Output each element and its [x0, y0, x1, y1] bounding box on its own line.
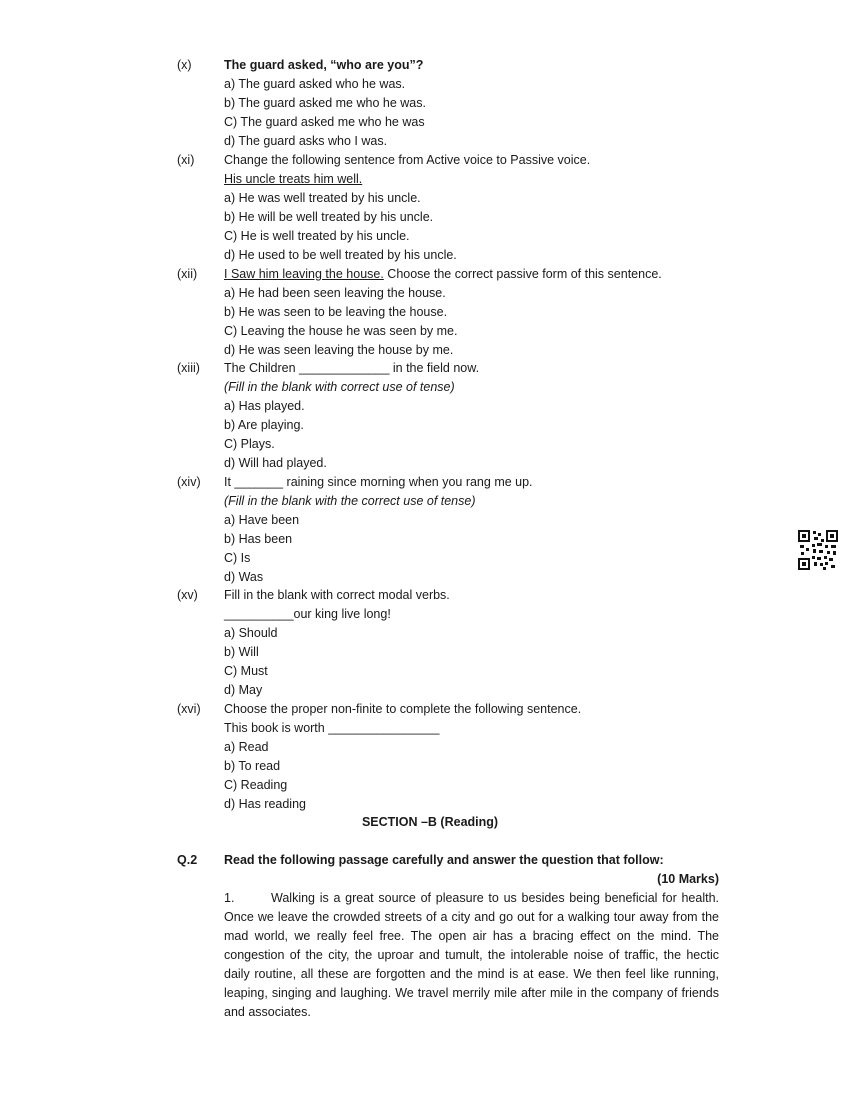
option-b: b) Will [224, 645, 259, 659]
option-d: d) Has reading [224, 797, 306, 811]
option-c: C) Plays. [224, 437, 275, 451]
option-a: a) Has played. [224, 399, 305, 413]
qr-code-icon [798, 530, 838, 570]
question-number: (x) [177, 58, 192, 72]
option-b: b) To read [224, 759, 281, 773]
question-number: (xv) [177, 588, 198, 602]
option-b: b) The guard asked me who he was. [224, 96, 426, 110]
paragraph-number: 1. [224, 891, 235, 905]
question-instruction: Choose the correct passive form of this sentence. [383, 267, 662, 281]
question-stem: Fill in the blank with correct modal verbs. [224, 588, 450, 602]
question-stem: Change the following sentence from Active voice to Passive voice. [224, 153, 591, 167]
option-a: a) Read [224, 740, 269, 754]
question-stem [224, 265, 719, 284]
question-sentence: __________our king live long! [224, 607, 391, 621]
question-number: (xiv) [177, 475, 201, 489]
passage-text: Walking is a great source of pleasure to us besides being beneficial for health. Once we leave the crowded streets of a city and go out for a walking tour away from the mad world, we really feel free. The open air has a bracing effect on the mind. The congestion of the city, the uproar and tumult, the intolerable noise of traffic, the hectic daily routine, all these are forgotten and the mind is at ease. We then feel like running, leaping, singing and laughing. We travel merrily mile after mile in the company of friends and associates. [224, 891, 719, 1019]
marks-label: (10 Marks) [657, 872, 719, 886]
option-b: b) Are playing. [224, 418, 304, 432]
question-stem: It _______ raining since morning when you rang me up. [224, 475, 533, 489]
question-stem: The Children _____________ in the field now. [224, 361, 480, 375]
option-b: b) Has been [224, 532, 293, 546]
reading-passage [224, 889, 719, 1022]
question-number: (xiii) [177, 361, 200, 375]
option-d: d) He used to be well treated by his uncle. [224, 248, 457, 262]
option-a: a) Have been [224, 513, 300, 527]
option-a: a) Should [224, 626, 278, 640]
option-c: C) Must [224, 664, 268, 678]
option-c: C) Reading [224, 778, 288, 792]
question-number: (xi) [177, 153, 195, 167]
section-heading: SECTION –B (Reading) [361, 815, 499, 829]
question-sentence: I Saw him leaving the house. [224, 267, 384, 281]
option-d: d) Will had played. [224, 456, 327, 470]
option-a: a) The guard asked who he was. [224, 77, 406, 91]
question-sentence: His uncle treats him well. [224, 172, 363, 186]
question-number: Q.2 [177, 853, 198, 867]
option-d: d) He was seen leaving the house by me. [224, 343, 454, 357]
option-c: C) He is well treated by his uncle. [224, 229, 410, 243]
question-stem: Choose the proper non-finite to complete the following sentence. [224, 702, 582, 716]
option-d: d) May [224, 683, 263, 697]
option-d: d) The guard asks who I was. [224, 134, 388, 148]
question-number: (xvi) [177, 702, 201, 716]
option-c: C) Is [224, 551, 251, 565]
question-instruction: (Fill in the blank with correct use of tense) [224, 380, 455, 394]
question-heading: Read the following passage carefully and answer the question that follow: [224, 853, 664, 867]
option-b: b) He was seen to be leaving the house. [224, 305, 448, 319]
question-instruction: (Fill in the blank with the correct use of tense) [224, 494, 476, 508]
question-stem: The guard asked, “who are you”? [224, 58, 424, 72]
option-c: C) The guard asked me who he was [224, 115, 425, 129]
option-a: a) He had been seen leaving the house. [224, 286, 446, 300]
question-sentence: This book is worth ________________ [224, 721, 440, 735]
option-b: b) He will be well treated by his uncle. [224, 210, 434, 224]
option-d: d) Was [224, 570, 264, 584]
option-c: C) Leaving the house he was seen by me. [224, 324, 458, 338]
question-number: (xii) [177, 267, 198, 281]
option-a: a) He was well treated by his uncle. [224, 191, 421, 205]
